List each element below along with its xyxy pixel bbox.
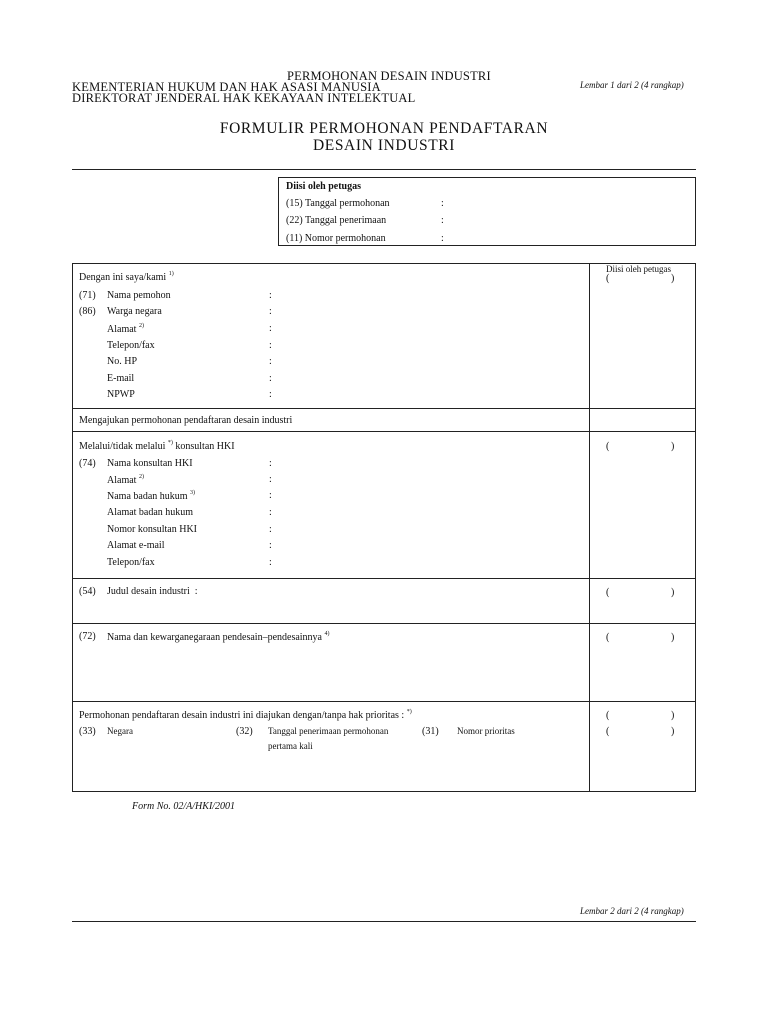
design-title-paren-close: )	[671, 587, 675, 598]
consultant-number-colon: :	[269, 524, 272, 535]
applicant-name-label: Nama pemohon	[107, 290, 171, 301]
applicant-officer-paren-open: (	[606, 273, 610, 284]
priority-country-label: Negara	[107, 726, 133, 736]
consultant-paren-close: )	[671, 441, 675, 452]
priority-intro-text: Permohonan pendaftaran desain industri ini diajukan dengan/tanpa hak prioritas :	[79, 710, 405, 721]
applicant-npwp-label: NPWP	[107, 389, 135, 400]
row-divider	[72, 431, 696, 432]
priority-paren-close-2: )	[671, 726, 675, 737]
consultant-number-label: Nomor konsultan HKI	[107, 524, 197, 535]
consultant-email-label: Alamat e-mail	[107, 540, 165, 551]
consultant-intro	[79, 440, 235, 452]
consultant-address-footnote: 2)	[138, 474, 144, 480]
applicant-mobile-label: No. HP	[107, 356, 138, 367]
applicant-intro-footnote: 1)	[168, 271, 174, 277]
officer-application-number-colon: :	[441, 233, 444, 244]
applicant-address-colon: :	[269, 323, 272, 334]
consultant-address-text: Alamat	[107, 475, 137, 486]
priority-first-filing-date-label: Tanggal penerimaan permohonan	[268, 726, 389, 736]
applicant-email-colon: :	[269, 373, 272, 384]
applicant-intro	[79, 271, 174, 283]
field-code-31: (31)	[422, 726, 439, 737]
priority-first-filing-date-label-2: pertama kali	[268, 741, 313, 751]
row-divider	[72, 408, 696, 409]
officer-date-filed-colon: :	[441, 198, 444, 209]
row-divider	[72, 701, 696, 702]
form-title-line2: DESAIN INDUSTRI	[312, 137, 456, 154]
legal-entity-name-label	[107, 490, 195, 502]
officer-date-received-label: (22) Tanggal penerimaan	[286, 215, 387, 226]
page2-divider	[72, 921, 696, 922]
applicant-npwp-colon: :	[269, 389, 272, 400]
consultant-name-label: Nama konsultan HKI	[107, 458, 193, 469]
designer-text: Nama dan kewarganegaraan pendesain–pendesainnya	[107, 632, 322, 643]
designer-paren-close: )	[671, 632, 675, 643]
design-title-colon: :	[194, 586, 198, 597]
applicant-address-label	[107, 323, 144, 335]
priority-paren-open-1: (	[606, 710, 610, 721]
designer-footnote: 4)	[324, 631, 330, 637]
design-title-paren-open: (	[606, 587, 610, 598]
designer-label	[107, 631, 330, 643]
officer-column-divider-priority	[589, 701, 590, 792]
directorate-name: DIREKTORAT JENDERAL HAK KEKAYAAN INTELEKTUAL	[72, 91, 416, 105]
sheet-indicator-1: Lembar 1 dari 2 (4 rangkap)	[580, 80, 684, 90]
field-code-86: (86)	[79, 306, 96, 317]
design-title-text: Judul desain industri	[107, 586, 190, 597]
consultant-intro-text: Melalui/tidak melalui	[79, 441, 166, 452]
applicant-officer-note: Diisi oleh petugas	[606, 264, 671, 274]
legal-entity-address-label: Alamat badan hukum	[107, 507, 194, 518]
applicant-officer-paren-close: )	[671, 273, 675, 284]
legal-entity-address-colon: :	[269, 507, 272, 518]
consultant-intro-tail: konsultan HKI	[175, 441, 235, 452]
officer-application-number-label: (11) Nomor permohonan	[286, 233, 386, 244]
priority-paren-open-2: (	[606, 726, 610, 737]
priority-intro	[79, 709, 412, 721]
applicant-address-text: Alamat	[107, 324, 137, 335]
row-divider	[72, 578, 696, 579]
applicant-phone-colon: :	[269, 340, 272, 351]
consultant-paren-open: (	[606, 441, 610, 452]
legal-entity-name-text: Nama badan hukum	[107, 491, 188, 502]
submit-statement: Mengajukan permohonan pendaftaran desain industri	[79, 415, 293, 426]
header-divider	[72, 169, 696, 170]
priority-paren-close-1: )	[671, 710, 675, 721]
applicant-citizenship-label: Warga negara	[107, 306, 162, 317]
priority-intro-footnote: *)	[406, 709, 412, 715]
officer-box-heading: Diisi oleh petugas	[286, 181, 362, 192]
applicant-address-footnote: 2)	[138, 323, 144, 329]
field-code-54: (54)	[79, 586, 96, 597]
consultant-address-label	[107, 474, 144, 486]
field-code-74: (74)	[79, 458, 96, 469]
applicant-mobile-colon: :	[269, 356, 272, 367]
applicant-intro-text: Dengan ini saya/kami	[79, 272, 167, 283]
applicant-name-colon: :	[269, 290, 272, 301]
sheet-indicator-2: Lembar 2 dari 2 (4 rangkap)	[580, 906, 684, 916]
applicant-citizenship-colon: :	[269, 306, 272, 317]
designer-paren-open: (	[606, 632, 610, 643]
consultant-address-colon: :	[269, 474, 272, 485]
row-divider	[72, 623, 696, 624]
form-number: Form No. 02/A/HKI/2001	[132, 801, 236, 812]
ministry-name: KEMENTERIAN HUKUM DAN HAK ASASI MANUSIA	[72, 80, 381, 94]
legal-entity-name-colon: :	[269, 490, 272, 501]
officer-column-divider-mid	[589, 578, 590, 701]
header-title-top: PERMOHONAN DESAIN INDUSTRI	[287, 69, 491, 83]
officer-date-filed-label: (15) Tanggal permohonan	[286, 198, 390, 209]
officer-column-divider	[589, 263, 590, 578]
consultant-intro-footnote: *)	[167, 440, 173, 446]
priority-number-label: Nomor prioritas	[457, 726, 515, 736]
consultant-email-colon: :	[269, 540, 272, 551]
design-title-label	[107, 586, 198, 597]
legal-entity-name-footnote: 3)	[190, 490, 196, 496]
field-code-71: (71)	[79, 290, 96, 301]
applicant-phone-label: Telepon/fax	[107, 340, 155, 351]
applicant-email-label: E-mail	[107, 373, 135, 384]
consultant-phone-label: Telepon/fax	[107, 557, 155, 568]
field-code-32: (32)	[236, 726, 253, 737]
consultant-phone-colon: :	[269, 557, 272, 568]
consultant-name-colon: :	[269, 458, 272, 469]
field-code-72: (72)	[79, 631, 96, 642]
field-code-33: (33)	[79, 726, 96, 737]
officer-date-received-colon: :	[441, 215, 444, 226]
form-title-line1: FORMULIR PERMOHONAN PENDAFTARAN	[219, 120, 549, 137]
